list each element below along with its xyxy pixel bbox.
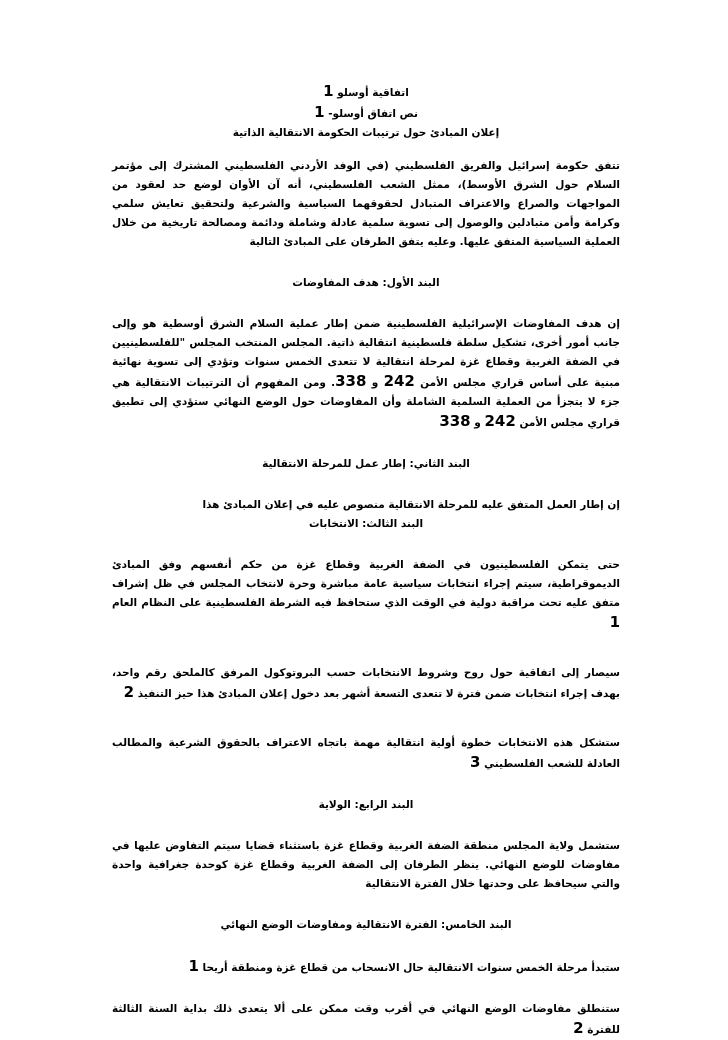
- article5-heading: البند الخامس: الفترة الانتقالية ومفاوضات الوضع النهائي: [220, 919, 512, 931]
- article2-paragraph: إن إطار العمل المتفق عليه للمرحلة الانتقالية منصوص عليه في إعلان المبادئ هذا: [202, 499, 620, 511]
- document-subtitle: نص اتفاق أوسلو- 1: [314, 103, 418, 121]
- article3-item-2: سيصار إلى اتفاقية حول روح وشروط الانتخابات حسب البروتوكول المرفق كالملحق رقم واحد، بهدف إجراء انتخابات ضمن فترة لا تتعدى التسعة أشهر بعد دخول إعلان المبادئ هذا حيز التنفيذ 2: [112, 667, 620, 701]
- article2-heading: البند الثاني: إطار عمل للمرحلة الانتقالية: [262, 458, 470, 470]
- preamble-paragraph: تتفق حكومة إسرائيل والفريق الفلسطيني (في الوفد الأردني الفلسطيني المشترك إلى مؤتمر السلام حول الشرق الأوسط)، ممثل الشعب الفلسطيني، أنه آن الأوان لوضع حد لعقود من المواجهات والصراع والاعتراف المتبادل لحقوقهما السياسية والشرعية ولتحقيق تعايش سلمي وكرامة وأمن متبادلين والوصول إلى تسوية سلمية عادلة وشاملة ودائمة ومصالحة تاريخية من خلال العملية السياسية المتفق عليها. وعليه يتفق الطرفان على المبادئ التالية: [112, 160, 620, 248]
- article1-heading: البند الأول: هدف المفاوضات: [292, 277, 440, 289]
- resolution-242-second: 242: [484, 412, 516, 430]
- item-number: 2: [123, 683, 135, 701]
- article1-paragraph: إن هدف المفاوضات الإسرائيلية الفلسطينية ضمن إطار عملية السلام الشرق أوسطية هو وإلى جانب أمور أخرى، تشكيل سلطة فلسطينية انتقالية ذاتية. المجلس المنتخب المجلس "للفلسطينيين في الضفة الغربية وقطاع غزة لمرحلة انتقالية لا تتعدى الخمس سنوات وتؤدي إلى تسوية نهائية مبنية على أساس قراري مجلس الأمن 242 و 338. ومن المفهوم أن الترتيبات الانتقالية هي جزء لا يتجزأ من العملية السلمية الشاملة وأن المفاوضات حول الوضع النهائي ستؤدي إلى تطبيق قراري مجلس الأمن 242 و 338: [112, 318, 621, 430]
- declaration-title: إعلان المبادئ حول ترتيبات الحكومة الانتقالية الذاتية: [232, 127, 500, 139]
- article4-heading: البند الرابع: الولاية: [318, 799, 414, 811]
- article5-item-2: ستنطلق مفاوضات الوضع النهائي في أقرب وقت ممكن على ألا يتعدى ذلك بداية السنة الثالثة للفترة 2: [112, 1003, 620, 1037]
- article3-item-3: ستشكل هذه الانتخابات خطوة أولية انتقالية مهمة باتجاه الاعتراف بالحقوق الشرعية والمطالب العادلة للشعب الفلسطيني 3: [112, 737, 620, 771]
- article4-paragraph: ستشمل ولاية المجلس منطقة الضفة الغربية وقطاع غزة باستثناء قضايا سيتم التفاوض عليها في مفاوضات للوضع النهائي. ينظر الطرفان إلى الضفة الغربية وقطاع غزة كوحدة جغرافية واحدة والتي سيحافظ على وحدتها خلال الفترة الانتقالية: [112, 840, 620, 890]
- document-page: [112, 82, 620, 1040]
- article3-item-1: حتى يتمكن الفلسطينيون في الضفة الغربية وقطاع غزة من حكم أنفسهم وفق المبادئ الديموقراطية، سيتم إجراء انتخابات سياسية عامة مباشرة وحرة لانتخاب المجلس في ظل إشراف متفق عليه تحت مراقبة دولية في الوقت الذي ستحافظ فيه الشرطة الفلسطينية على النظام العام 1: [112, 559, 620, 631]
- subtitle-number: 1: [314, 103, 325, 121]
- resolution-242: 242: [383, 372, 415, 390]
- article5-item-1: ستبدأ مرحلة الخمس سنوات الانتقالية حال الانسحاب من قطاع غزة ومنطقة أريحا 1: [188, 957, 620, 975]
- item-number: 2: [573, 1019, 584, 1037]
- item-number: 3: [470, 753, 481, 771]
- item-number: 1: [609, 613, 620, 631]
- item-number: 1: [188, 957, 199, 975]
- resolution-338-second: 338: [439, 412, 471, 430]
- article3-heading: البند الثالث: الانتخابات: [308, 518, 424, 530]
- title-number: 1: [323, 82, 334, 100]
- document-title: اتفاقية أوسلو 1: [323, 82, 409, 100]
- resolution-338: 338: [335, 372, 367, 390]
